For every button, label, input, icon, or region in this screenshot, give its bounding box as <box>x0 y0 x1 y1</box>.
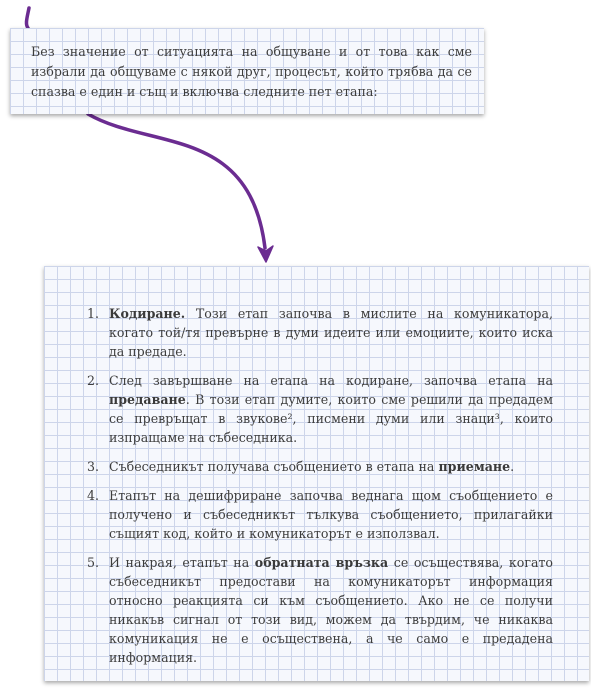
step-text <box>109 371 553 447</box>
step-keyword: предаване <box>109 392 186 407</box>
step-keyword: приемане <box>438 459 511 474</box>
step-trail: Този етап започва в мислите на комуникатора, когато той/тя превърне в думи идеите или емоциите, които иска да предаде. <box>109 306 553 359</box>
step-keyword: Кодиране. <box>109 306 186 321</box>
step-keyword: обратната връзка <box>254 555 389 570</box>
step-number: 3. <box>87 459 100 474</box>
step-number: 5. <box>87 555 100 570</box>
step-trail: се осъществява, когато събеседникът предостави на комуникаторът информация относно реакцията си към съобщението. Ако не се получи никакъв сигнал от този вид, можем да твърдим, че никаква комуникация не е осъществена, а че само е предадена информация. <box>109 555 554 665</box>
step-text <box>109 457 553 476</box>
steps-panel <box>44 266 589 681</box>
step-text <box>109 486 553 543</box>
intro-note <box>10 28 484 114</box>
step-trail: . В този етап думите, които сме решили да предадем се превръщат в звукове², писмени думи или знаци³, които изпращаме на събеседника. <box>109 392 553 445</box>
step-number: 2. <box>87 373 100 388</box>
step-lead: Събеседникът получава съобщението в етапа на <box>109 459 439 474</box>
step-text <box>109 553 553 667</box>
intro-text: Без значение от ситуацията на общуване и от това как сме избрали да общуваме с някой друг, процесът, който трябва да се спазва е един и същ и включва следните пет етапа: <box>31 44 472 99</box>
step-trail: . <box>510 459 515 474</box>
steps-list <box>87 304 553 667</box>
step-text <box>109 304 553 361</box>
list-item <box>87 457 553 476</box>
list-item <box>87 304 553 361</box>
list-item <box>87 486 553 543</box>
step-lead: И накрая, етапът на <box>109 555 255 570</box>
step-number: 1. <box>87 306 100 321</box>
list-item <box>87 553 553 667</box>
list-item <box>87 371 553 447</box>
step-number: 4. <box>87 488 100 503</box>
step-lead: След завършване на етапа на кодиране, започва етапа на <box>109 373 553 388</box>
step-lead: Етапът на дешифриране започва веднага щом съобщението е получено и събеседникът тълкува съобщението, прилагайки същият код, който и комуникаторът е използвал. <box>109 488 553 541</box>
